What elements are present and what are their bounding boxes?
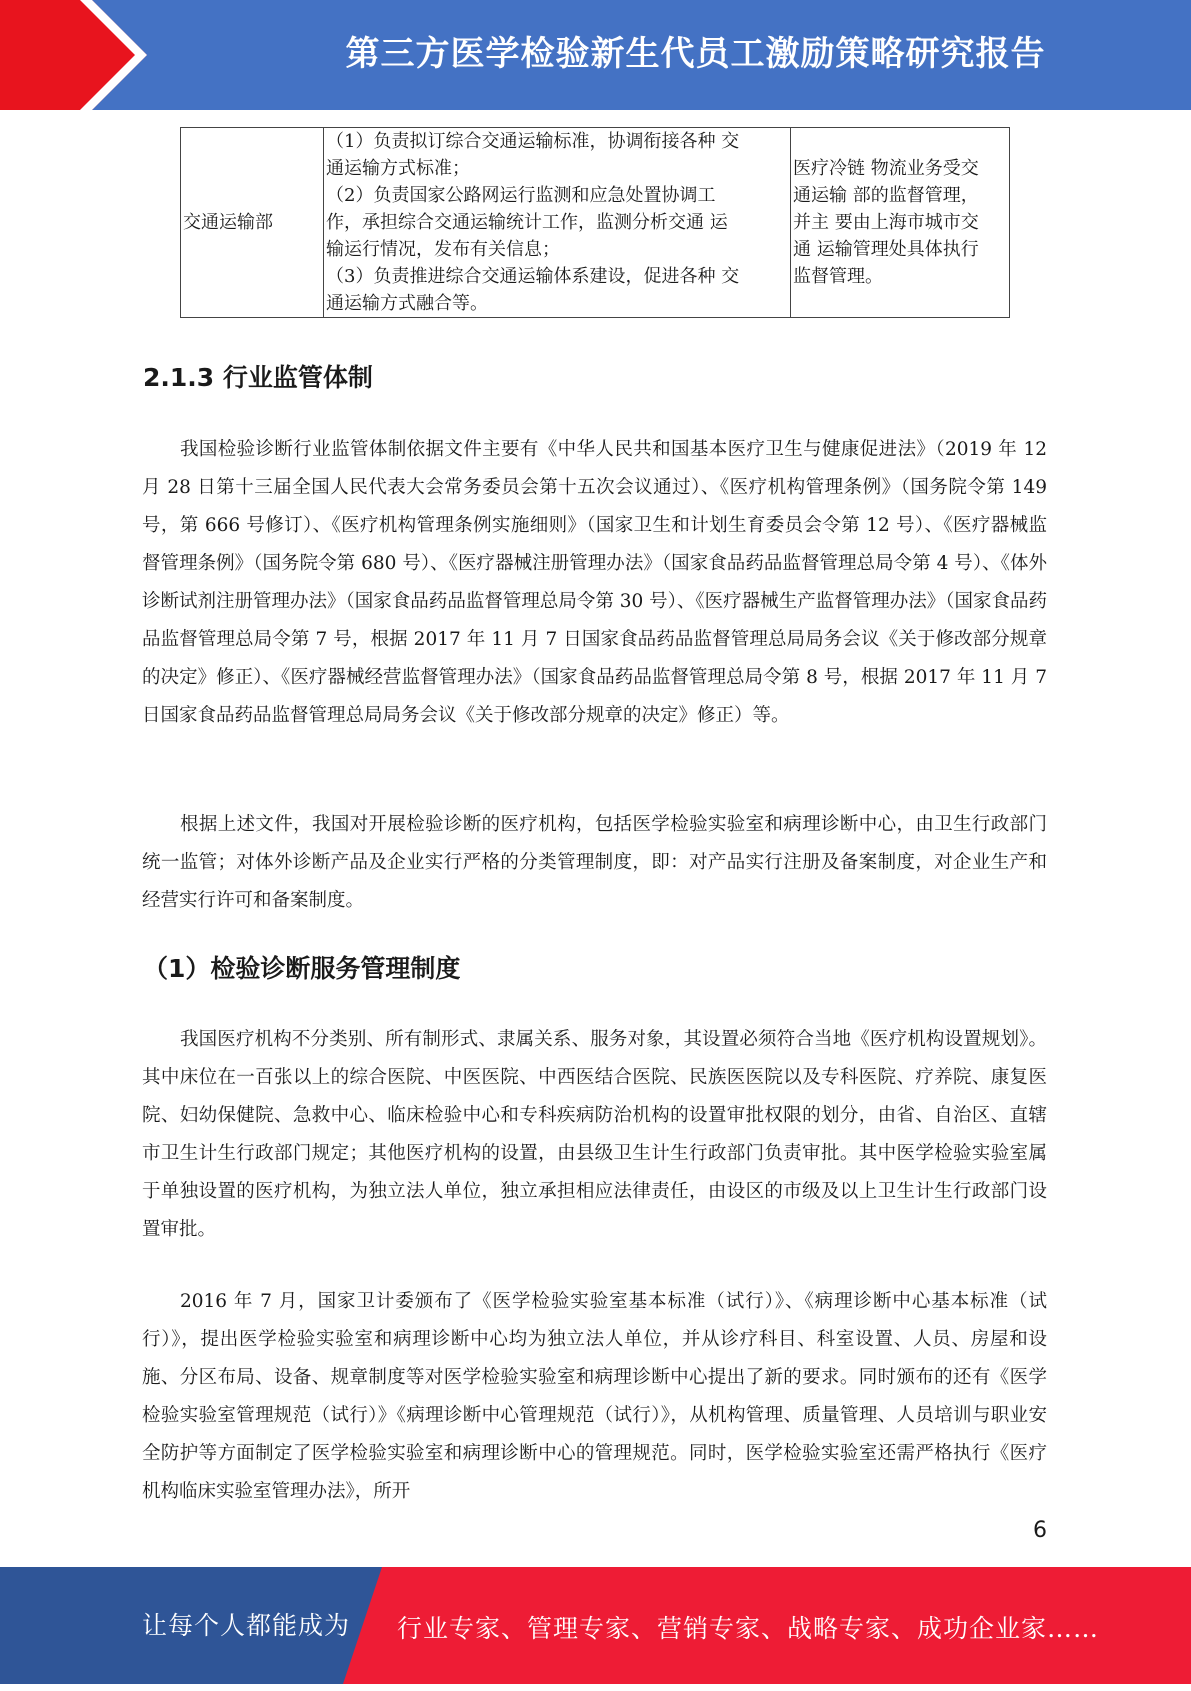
note-line: 通运输 部的监督管理， bbox=[793, 185, 979, 206]
duties-line: （1）负责拟订综合交通运输标准，协调衔接各种 交 bbox=[326, 131, 740, 152]
duties-cell bbox=[324, 128, 791, 318]
duties-line: 通运输方式标准； bbox=[326, 158, 470, 179]
subsection-heading: （1）检验诊断服务管理制度 bbox=[143, 954, 461, 983]
footer-slogan-roles: 行业专家、管理专家、营销专家、战略专家、成功企业家…… bbox=[397, 1614, 1100, 1643]
note-line: 医疗冷链 物流业务受交 bbox=[793, 158, 979, 179]
page-header bbox=[0, 0, 1191, 110]
page-number: 6 bbox=[1033, 1518, 1047, 1543]
section-heading: 2.1.3 行业监管体制 bbox=[143, 363, 373, 392]
note-line: 监督管理。 bbox=[793, 266, 883, 287]
table-row bbox=[181, 128, 1010, 318]
footer-slogan-lead: 让每个人都能成为 bbox=[142, 1611, 351, 1640]
department-cell: 交通运输部 bbox=[181, 128, 324, 318]
report-title: 第三方医学检验新生代员工激励策略研究报告 bbox=[345, 34, 1046, 74]
regulation-table bbox=[180, 127, 1010, 318]
duties-line: 通运输方式融合等。 bbox=[326, 293, 488, 314]
note-line: 并主 要由上海市城市交 bbox=[793, 212, 979, 233]
page-footer bbox=[0, 1567, 1191, 1684]
note-line: 通 运输管理处具体执行 bbox=[793, 239, 979, 260]
paragraph-institution-approval: 我国医疗机构不分类别、所有制形式、隶属关系、服务对象，其设置必须符合当地《医疗机构设置规划》。其中床位在一百张以上的综合医院、中医医院、中西医结合医院、民族医医院以及专科医院、疗养院、康复医院、妇幼保健院、急救中心、临床检验中心和专科疾病防治机构的设置审批权限的划分，由省、自治区、直辖市卫生计生行政部门规定；其他医疗机构的设置，由县级卫生计生行政部门负责审批。其中医学检验实验室属于单独设置的医疗机构，为独立法人单位，独立承担相应法律责任，由设区的市级及以上卫生计生行政部门设置审批。 bbox=[142, 1029, 1047, 1240]
duties-line: 作，承担综合交通运输统计工作，监测分析交通 运 bbox=[326, 212, 728, 233]
note-cell bbox=[791, 128, 1010, 318]
header-arrow-decoration bbox=[0, 0, 200, 110]
duties-line: （2）负责国家公路网运行监测和应急处置协调工 bbox=[326, 185, 716, 206]
duties-line: 输运行情况，发布有关信息； bbox=[326, 239, 560, 260]
duties-line: （3）负责推进综合交通运输体系建设，促进各种 交 bbox=[326, 266, 740, 287]
paragraph-supervision-summary: 根据上述文件，我国对开展检验诊断的医疗机构，包括医学检验实验室和病理诊断中心，由卫生行政部门统一监管；对体外诊断产品及企业实行严格的分类管理制度，即：对产品实行注册及备案制度，对企业生产和经营实行许可和备案制度。 bbox=[142, 814, 1047, 911]
paragraph-regulatory-documents: 我国检验诊断行业监管体制依据文件主要有《中华人民共和国基本医疗卫生与健康促进法》（2019 年 12 月 28 日第十三届全国人民代表大会常务委员会第十五次会议通过）、《医疗机构管理条例》（国务院令第 149 号，第 666 号修订）、《医疗机构管理条例实施细则》（国家卫生和计划生育委员会令第 12 号）、《医疗器械监督管理条例》（国务院令第 680 号）、《医疗器械注册管理办法》（国家食品药品监督管理总局令第 4 号）、《体外诊断试剂注册管理办法》（国家食品药品监督管理总局令第 30 号）、《医疗器械生产监督管理办法》（国家食品药品监督管理总局令第 7 号，根据 2017 年 11 月 7 日国家食品药品监督管理总局局务会议《关于修改部分规章的决定》修正）、《医疗器械经营监督管理办法》（国家食品药品监督管理总局令第 8 号，根据 2017 年 11 月 7 日国家食品药品监督管理总局局务会议《关于修改部分规章的决定》修正）等。 bbox=[142, 439, 1047, 726]
paragraph-2016-standards: 2016 年 7 月，国家卫计委颁布了《医学检验实验室基本标准（试行）》、《病理诊断中心基本标准（试行）》，提出医学检验实验室和病理诊断中心均为独立法人单位，并从诊疗科目、科室设置、人员、房屋和设施、分区布局、设备、规章制度等对医学检验实验室和病理诊断中心提出了新的要求。同时颁布的还有《医学检验实验室管理规范（试行）》《病理诊断中心管理规范（试行）》，从机构管理、质量管理、人员培训与职业安全防护等方面制定了医学检验实验室和病理诊断中心的管理规范。同时，医学检验实验室还需严格执行《医疗机构临床实验室管理办法》，所开 bbox=[142, 1291, 1047, 1502]
